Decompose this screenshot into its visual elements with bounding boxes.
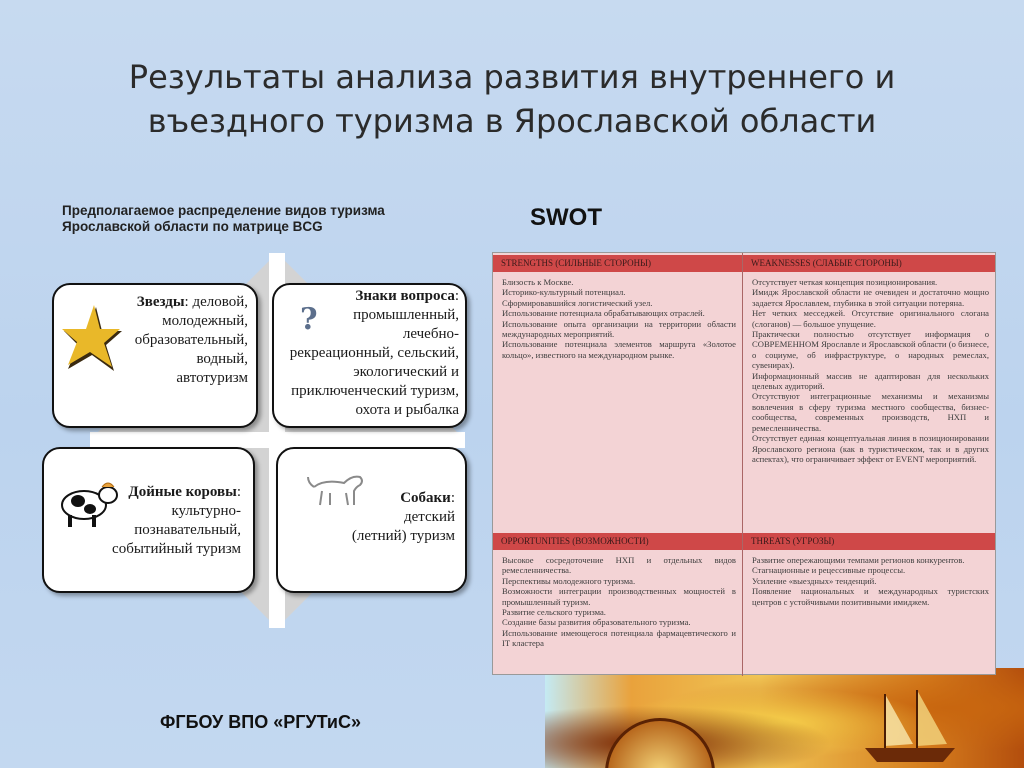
bcg-caption-line-2: Ярославской области по матрице BCG — [62, 219, 323, 234]
cows-line-1: культурно- — [171, 503, 241, 519]
stars-line-5: автотуризм — [176, 370, 248, 386]
organization-footer: ФГБОУ ВПО «РГУТиС» — [160, 712, 361, 732]
question-line-5: приключенческий туризм, — [291, 383, 459, 399]
strength-item: Историко-культурный потенциал. — [502, 287, 626, 298]
svg-text:?: ? — [300, 302, 318, 335]
cows-line-3: событийный туризм — [112, 541, 241, 557]
bcg-quadrant-dogs: Собаки: детский (летний) туризм — [276, 447, 467, 593]
threat-item: Усиление «выездных» тенденций. — [752, 575, 877, 586]
strength-item: Использование потенциала элементов маршрута «Золотое кольцо», известного на международном рынке. — [502, 339, 736, 360]
strength-item: Использование опыта организации на территории области международных мероприятий. — [502, 318, 736, 340]
stars-line-2: молодежный, — [162, 313, 248, 329]
opportunity-item: Развитие сельского туризма. — [502, 607, 606, 618]
weakness-item: Информационный массив не адаптирован для нескольких целевых аудиторий. — [752, 370, 989, 392]
threat-item: Стагнационные и рецессивные процессы. — [752, 565, 906, 576]
title-line-1: Результаты анализа развития внутреннего и — [128, 58, 896, 96]
opportunity-item: Высокое сосредоточение НХП и отдельных видов ремесленничества. — [502, 555, 736, 576]
swot-threats-cell — [743, 553, 995, 607]
decorative-vintage-image — [545, 668, 1024, 768]
swot-table — [492, 252, 996, 675]
weakness-item: Имидж Ярославской области не очевиден и достаточно мощно задается Ярославлем, глубинка в этой ситуации потеряна. — [752, 287, 989, 308]
swot-opportunities-cell — [493, 553, 742, 649]
dogs-name: Собаки — [400, 490, 451, 506]
opportunity-item: Возможности интеграции производственных мощностей в промышленный туризм. — [502, 586, 736, 607]
swot-header-threats: THREATS (УГРОЗЫ) — [743, 533, 995, 550]
cows-line-2: познавательный, — [134, 522, 241, 538]
dogs-line-2: (летний) туризм — [351, 528, 455, 544]
opportunity-item: Использование имеющегося потенциала фармацевтического и IT кластера — [502, 627, 736, 649]
title-line-2: въездного туризма в Ярославской области — [147, 102, 877, 140]
dogs-line-1: детский — [403, 509, 455, 525]
stars-line-1: деловой, — [192, 294, 248, 310]
weakness-item: Отсутствуют интеграционные механизмы и механизмы вовлечения в сферу туризма местного сообщества, бизнес-сообщества, современных производств, НХП и ремесленничества. — [752, 391, 989, 433]
threat-item: Появление национальных и международных туристских центров с устойчивыми позитивными имиджем. — [752, 586, 989, 607]
sailing-ship-icon — [855, 686, 965, 766]
swot-label: SWOT — [530, 204, 602, 231]
bcg-quadrant-stars: Звезды: деловой, молодежный, образовательный, водный, автотуризм — [52, 283, 258, 428]
swot-header-weaknesses: WEAKNESSES (СЛАБЫЕ СТОРОНЫ) — [743, 255, 995, 272]
stars-name: Звезды — [136, 294, 185, 310]
compass-icon — [605, 718, 715, 768]
swot-header-opportunities: OPPORTUNITIES (ВОЗМОЖНОСТИ) — [493, 533, 742, 550]
bcg-caption-line-1: Предполагаемое распределение видов туризма — [62, 203, 385, 218]
question-line-1: промышленный, — [353, 307, 459, 323]
strength-item: Близость к Москве. — [502, 277, 574, 287]
strength-item: Сформировавшийся логистический узел. — [502, 297, 653, 308]
cows-name: Дойные коровы — [128, 484, 237, 500]
question-line-4: экологический и — [353, 364, 459, 380]
question-line-6: охота и рыбалка — [355, 402, 459, 418]
slide-title — [60, 55, 964, 143]
weakness-item: Отсутствует единая концептуальная линия в позиционировании Ярославского региона (как в туристическом, так и в других аспектах), что ограничивает эффект от EVENT мероприятий. — [752, 433, 989, 464]
question-line-3: рекреационный, сельский, — [289, 345, 459, 361]
swot-weaknesses-cell — [743, 275, 995, 464]
stars-line-3: образовательный, — [134, 332, 248, 348]
stars-line-4: водный, — [196, 351, 248, 367]
weakness-item: Нет четких месседжей. Отсутствие оригинального слогана (слоганов) — большое упущение. — [752, 308, 989, 329]
question-name: Знаки вопроса — [355, 288, 455, 304]
opportunity-item: Перспективы молодежного туризма. — [502, 575, 636, 586]
question-line-2: лечебно- — [402, 326, 459, 342]
bcg-quadrant-question-marks: ? Знаки вопроса: промышленный, лечебно- рекреационный, сельский, экологический и приключенческий туризм, охота и рыбалка — [272, 283, 467, 428]
bcg-quadrant-cash-cows: Дойные коровы: культурно- познавательный, событийный туризм — [42, 447, 255, 593]
threat-item: Развитие опережающими темпами регионов конкурентов. — [752, 555, 965, 565]
weakness-item: Отсутствует четкая концепция позиционирования. — [752, 277, 938, 287]
opportunity-item: Создание базы развития образовательного туризма. — [502, 617, 691, 628]
swot-header-strengths: STRENGTHS (СИЛЬНЫЕ СТОРОНЫ) — [493, 255, 742, 272]
bcg-caption — [62, 203, 462, 235]
weakness-item: Практически полностью отсутствует информация о СОВРЕМЕННОМ Ярославле и Ярославской области (о бизнесе, о социуме, об инфраструктуре, о народных ремеслах, сувенирах). — [752, 329, 989, 371]
swot-strengths-cell — [493, 275, 742, 360]
strength-item: Использование потенциала обрабатывающих отраслей. — [502, 308, 705, 319]
